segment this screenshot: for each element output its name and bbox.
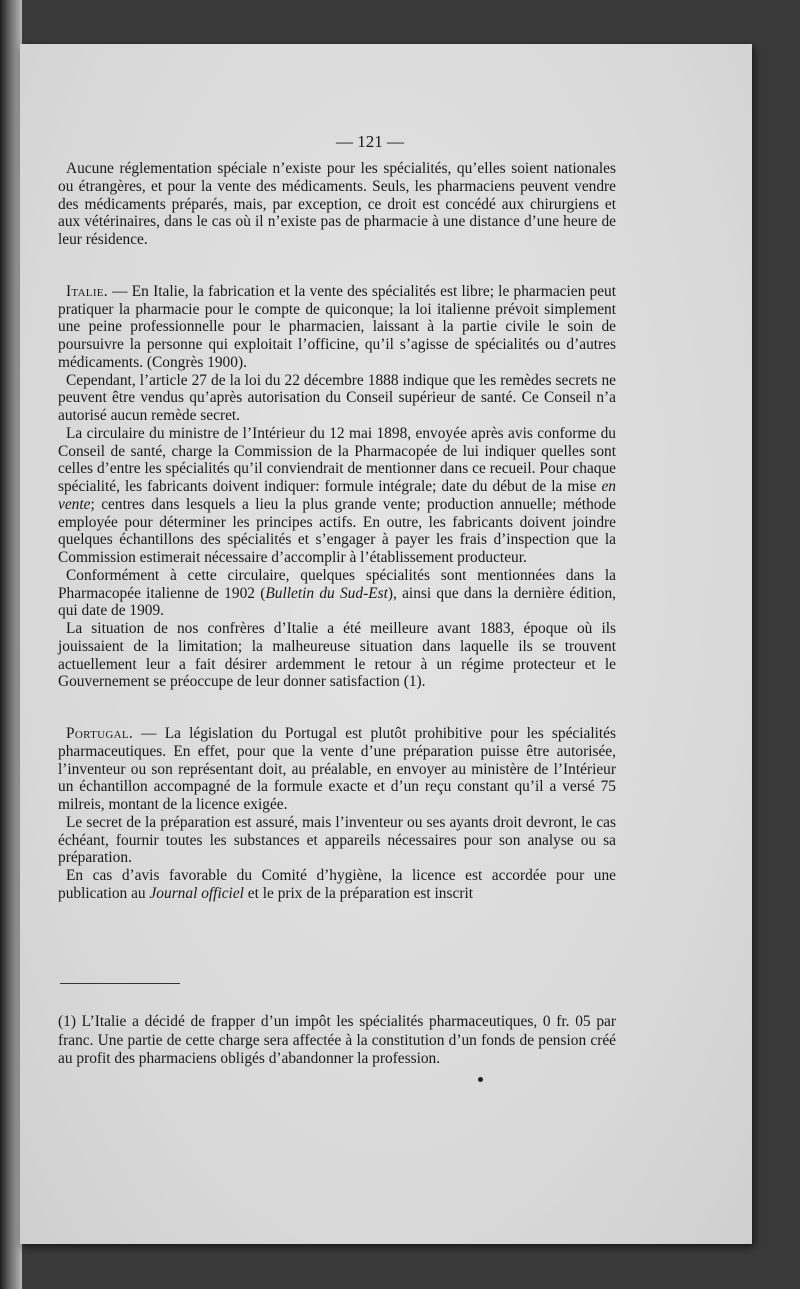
ink-speck	[478, 1077, 483, 1082]
paragraph-secret: Le secret de la préparation est assuré, mais l’inventeur ou ses ayants droit devront, le cas échéant, fournir toutes les substances et appareils nécessaires pour son analyse ou sa préparation.	[58, 813, 616, 867]
footnote-rule	[60, 983, 180, 984]
journal-officiel: Journal officiel	[149, 884, 244, 902]
conformement-text-a: Conformément à cette circulaire, quelques spécialités sont mentionnées dans la Pharmacopée italienne de 1902 (	[58, 566, 616, 602]
paragraph-portugal-text: — La législation du Portugal est plutôt prohibitive pour les spécialités pharmaceutiques. En effet, pour que la vente d’une préparation puisse être autorisée, l’inventeur ou son représentant doit, au préalable, en envoyer au ministère de l’Intérieur un échantillon accompagné de la formule exacte et d’un reçu constant qu’il a versé 75 milreis, montant de la licence exigée.	[58, 725, 616, 813]
circulaire-emphasis: en vente	[58, 478, 616, 513]
footnote: (1) L’Italie a décidé de frapper d’un impôt les spécialités pharmaceutiques, 0 fr. 05 par franc. Une partie de cette charge sera affectée à la constitution d’un fonds de pension créé au profit des pharmaciens obligés d’abandonner la profession.	[58, 1013, 616, 1067]
paragraph-portugal	[58, 725, 616, 814]
paragraph-cependant: Cependant, l’article 27 de la loi du 22 décembre 1888 indique que les remèdes secrets ne peuvent être vendus qu’après autorisation du Conseil supérieur de santé. Ce Conseil n’a autorisé aucun remède secret.	[58, 371, 616, 424]
paragraph-situation: La situation de nos confrères d’Italie a été meilleure avant 1883, époque où ils jouissaient de la limitation; la malheureuse situation dans laquelle ils se trouvent actuellement leur a fait désirer ardemment le retour à un régime protecteur et le Gouvernement se préoccupe de leur donner satisfaction (1).	[58, 620, 616, 691]
paragraph-italie	[58, 283, 616, 372]
paragraph-intro: Aucune réglementation spéciale n’existe pour les spécialités, qu’elles soient nationales ou étrangères, et pour la vente des médicaments. Seuls, les pharmaciens peuvent vendre des médicaments préparés, mais, par exception, ce droit est concédé aux chirurgiens et aux vétérinaires, dans le cas où il n’existe pas de pharmacie à une distance d’une heure de leur résidence.	[58, 160, 616, 248]
paragraph-circulaire	[58, 425, 616, 567]
circulaire-text-b: ; centres dans lesquels a lieu la plus grande vente; production annuelle; méthode employée pour déterminer les principes actifs. En outre, les fabricants doivent joindre quelques échantillons des spécialités et s’engager à payer les frais d’inspection que la Commission estimerait nécessaire d’accomplir à l’établissement producteur.	[58, 495, 616, 566]
bulletin-title: Bulletin du Sud-Est	[265, 584, 388, 602]
paragraph-conformement	[58, 567, 616, 620]
conformement-text-b: ), ainsi que dans la dernière édition, qui date de 1909.	[58, 584, 616, 620]
circulaire-text-a: La circulaire du ministre de l’Intérieur du 12 mai 1898, envoyée après avis conforme du Conseil de santé, charge la Commission de la Pharmacopée de lui indiquer quelles sont celles d’entre les spécialités qu’il conviendrait de mentionner dans ce recueil. Pour chaque spécialité, les fabricants doivent indiquer: formule intégrale; date du début de la mise	[58, 424, 616, 495]
book-spine-edge	[0, 0, 22, 1289]
page-number: — 121 —	[336, 132, 404, 151]
section-label-italie: Italie.	[66, 282, 108, 300]
paragraph-italie-text: — En Italie, la fabrication et la vente des spécialités est libre; le pharmacien peut pratiquer la pharmacie pour le compte de quiconque; la loi italienne prévoit simplement une peine professionnelle pour le pharmacien, laissant à la partie civile le soin de poursuivre la personne qui exploitait l’officine, qu’il s’agisse de spécialités ou d’autres médicaments. (Congrès 1900).	[58, 282, 616, 371]
avis-text-b: et le prix de la préparation est inscrit	[243, 884, 474, 902]
paragraph-avis	[58, 867, 616, 903]
section-label-portugal: Portugal.	[66, 725, 133, 742]
avis-text-a: En cas d’avis favorable du Comité d’hygiène, la licence est accordée pour une publication au	[58, 867, 616, 902]
body-text	[58, 160, 616, 903]
